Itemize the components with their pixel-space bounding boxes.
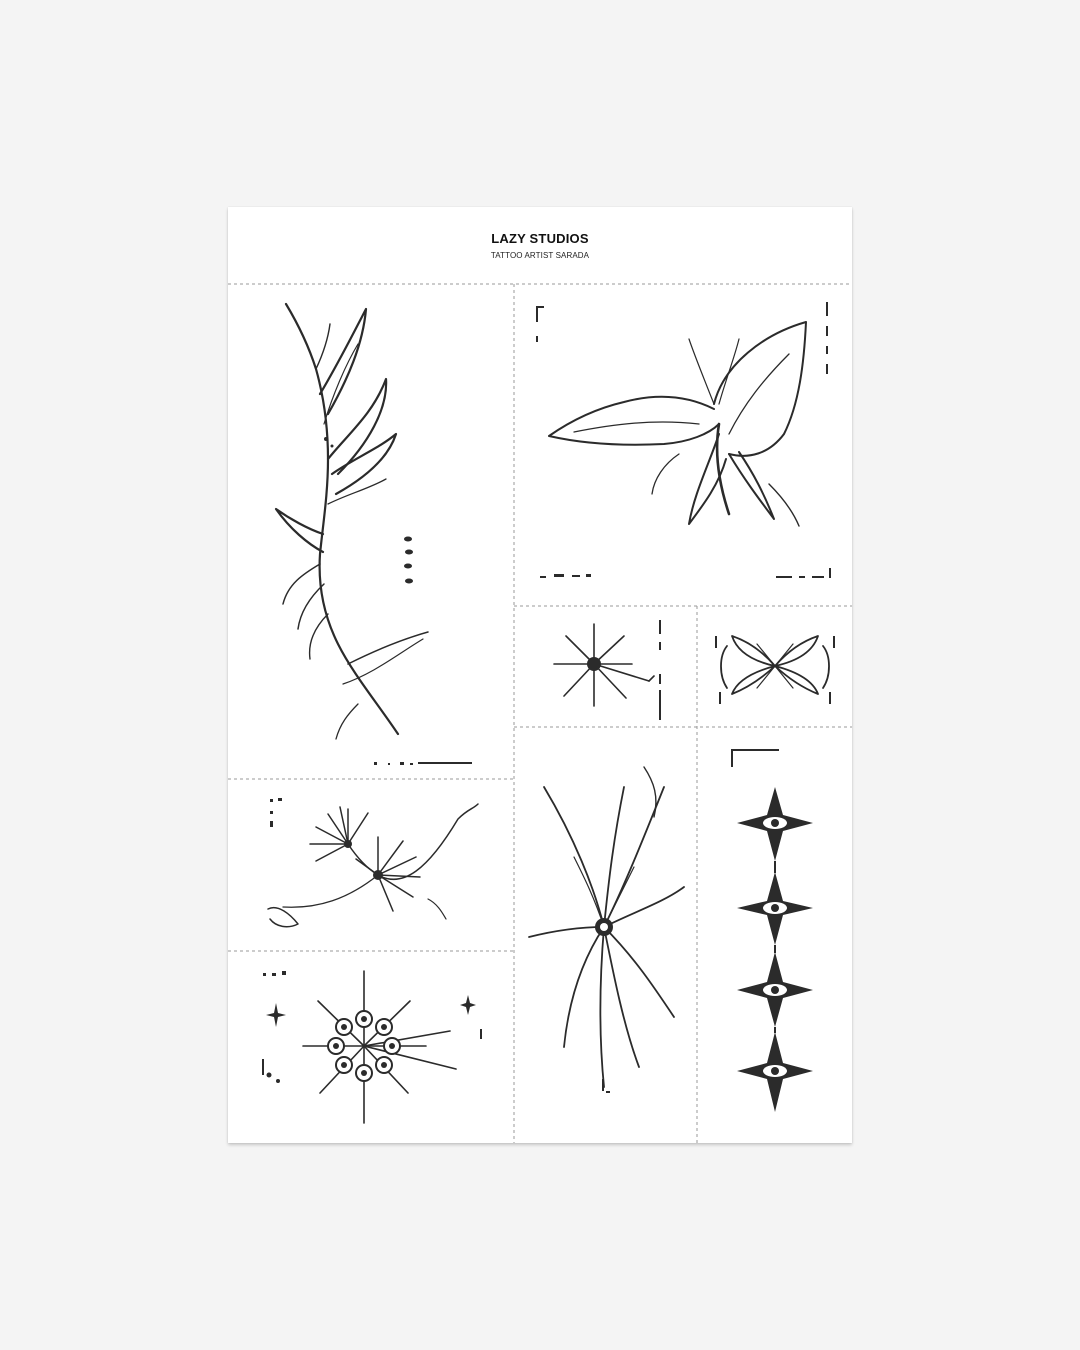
small-starburst-icon [514, 606, 697, 727]
tattoo-sticker-sheet [228, 207, 852, 1143]
symmetric-flourish-icon [697, 606, 852, 727]
butterfly-icon [514, 284, 852, 606]
artist-subtitle: TATTOO ARTIST SARADA [490, 251, 590, 260]
sun-swirl-ring-icon [228, 951, 514, 1143]
willow-branch-icon [228, 284, 514, 779]
four-pointed-stars-icon [697, 727, 852, 1143]
dandelion-flowers-icon [228, 779, 514, 951]
burst-flower-icon [514, 727, 697, 1143]
brand-title: LAZY STUDIOS [491, 231, 589, 246]
